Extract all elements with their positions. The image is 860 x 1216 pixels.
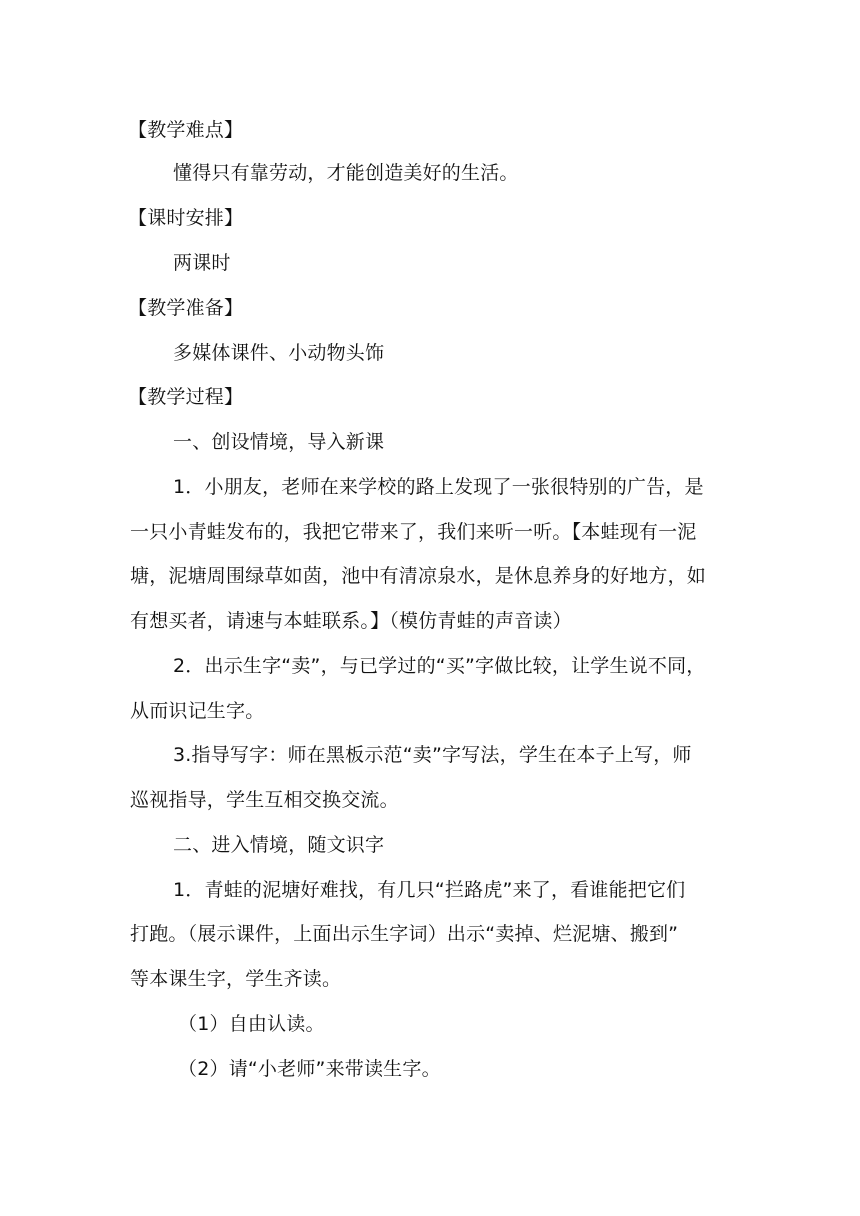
list-item: （2）请“小老师”来带读生字。: [178, 1058, 441, 1080]
subsection-heading-introduction: 一、创设情境，导入新课: [173, 431, 385, 453]
section-heading-process: 【教学过程】: [128, 386, 244, 408]
paragraph-schedule: 两课时: [173, 252, 231, 274]
paragraph-line: 有想买者，请速与本蛙联系。】（模仿青蛙的声音读）: [130, 610, 572, 632]
section-heading-schedule: 【课时安排】: [128, 207, 244, 229]
paragraph-line: 1．小朋友，老师在来学校的路上发现了一张很特别的广告，是: [173, 476, 704, 498]
section-heading-difficulties: 【教学难点】: [128, 119, 244, 141]
paragraph-line: 打跑。（展示课件，上面出示生字词）出示“卖掉、烂泥塘、搬到”: [130, 923, 679, 945]
section-heading-preparation: 【教学准备】: [128, 297, 244, 319]
paragraph-line: 巡视指导，学生互相交换交流。: [130, 789, 399, 811]
subsection-heading-situation: 二、进入情境，随文识字: [173, 834, 385, 856]
list-item: （1）自由认读。: [178, 1013, 325, 1035]
paragraph-preparation: 多媒体课件、小动物头饰: [173, 342, 385, 364]
paragraph-line: 从而识记生字。: [130, 700, 265, 722]
paragraph-line: 1．青蛙的泥塘好难找，有几只“拦路虎”来了，看谁能把它们: [173, 879, 686, 901]
paragraph-line: 塘，泥塘周围绿草如茵，池中有清凉泉水，是休息养身的好地方，如: [130, 565, 707, 587]
paragraph-line: 3.指导写字：师在黑板示范“卖”字写法，学生在本子上写，师: [173, 744, 692, 766]
paragraph-line: 等本课生字，学生齐读。: [130, 968, 342, 990]
paragraph-line: 一只小青蛙发布的，我把它带来了，我们来听一听。【本蛙现有一泥: [130, 521, 697, 543]
paragraph-line: 2．出示生字“卖”，与已学过的“买”字做比较，让学生说不同，: [173, 655, 706, 677]
paragraph-difficulty: 懂得只有靠劳动，才能创造美好的生活。: [173, 162, 519, 184]
